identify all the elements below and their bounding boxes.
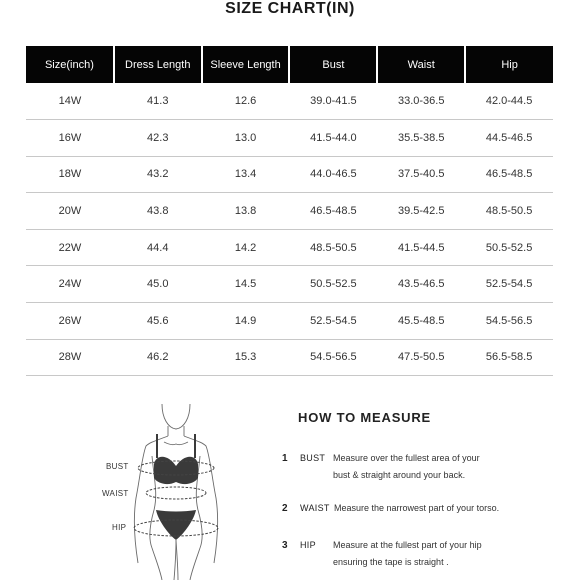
cell-dress-length: 41.3 [114, 83, 202, 120]
table-header-row [26, 46, 553, 83]
step-3-text-line1: Measure at the fullest part of your hip [333, 540, 482, 550]
step-1-text-line2: bust & straight around your back. [333, 470, 466, 480]
cell-hip: 52.5-54.5 [465, 266, 553, 303]
cell-hip: 46.5-48.5 [465, 156, 553, 193]
table-row [26, 83, 553, 120]
cell-dress-length: 42.3 [114, 120, 202, 157]
cell-size: 14W [26, 83, 114, 120]
step-2-number: 2 [282, 503, 288, 514]
step-1-number: 1 [282, 453, 288, 464]
table-row [26, 156, 553, 193]
table-row [26, 303, 553, 340]
table-row [26, 339, 553, 376]
cell-bust: 46.5-48.5 [289, 193, 377, 230]
step-1-text-line1: Measure over the fullest area of your [333, 453, 480, 463]
step-1-label: BUST [300, 453, 326, 463]
cell-hip: 44.5-46.5 [465, 120, 553, 157]
header-bust: Bust [289, 46, 377, 83]
step-2-text-line1: Measure the narrowest part of your torso. [334, 503, 500, 513]
cell-waist: 43.5-46.5 [377, 266, 465, 303]
cell-sleeve-length: 12.6 [202, 83, 290, 120]
cell-bust: 39.0-41.5 [289, 83, 377, 120]
header-sleeve-length: Sleeve Length [202, 46, 290, 83]
figure-label-bust: BUST [106, 462, 129, 471]
cell-sleeve-length: 14.9 [202, 303, 290, 340]
cell-dress-length: 44.4 [114, 229, 202, 266]
cell-bust: 44.0-46.5 [289, 156, 377, 193]
figure-label-waist: WAIST [102, 489, 129, 498]
step-3-number: 3 [282, 540, 288, 551]
cell-waist: 35.5-38.5 [377, 120, 465, 157]
cell-size: 28W [26, 339, 114, 376]
cell-hip: 42.0-44.5 [465, 83, 553, 120]
step-3-label: HIP [300, 540, 316, 550]
cell-sleeve-length: 14.2 [202, 229, 290, 266]
body-measure-figure [98, 398, 258, 580]
table-row [26, 266, 553, 303]
step-2-label: WAIST [300, 503, 330, 513]
cell-hip: 50.5-52.5 [465, 229, 553, 266]
cell-hip: 56.5-58.5 [465, 339, 553, 376]
header-hip: Hip [465, 46, 553, 83]
cell-waist: 45.5-48.5 [377, 303, 465, 340]
cell-size: 18W [26, 156, 114, 193]
cell-waist: 41.5-44.5 [377, 229, 465, 266]
cell-bust: 52.5-54.5 [289, 303, 377, 340]
cell-bust: 41.5-44.0 [289, 120, 377, 157]
cell-size: 20W [26, 193, 114, 230]
cell-sleeve-length: 13.0 [202, 120, 290, 157]
cell-dress-length: 43.8 [114, 193, 202, 230]
cell-dress-length: 43.2 [114, 156, 202, 193]
cell-bust: 48.5-50.5 [289, 229, 377, 266]
cell-sleeve-length: 13.4 [202, 156, 290, 193]
cell-waist: 39.5-42.5 [377, 193, 465, 230]
table-body [26, 83, 553, 376]
cell-waist: 37.5-40.5 [377, 156, 465, 193]
table-row [26, 120, 553, 157]
cell-bust: 54.5-56.5 [289, 339, 377, 376]
cell-dress-length: 46.2 [114, 339, 202, 376]
table-row [26, 229, 553, 266]
table-row [26, 193, 553, 230]
how-to-measure-title: HOW TO MEASURE [298, 410, 432, 425]
cell-size: 26W [26, 303, 114, 340]
cell-size: 22W [26, 229, 114, 266]
cell-size: 16W [26, 120, 114, 157]
cell-waist: 47.5-50.5 [377, 339, 465, 376]
cell-bust: 50.5-52.5 [289, 266, 377, 303]
figure-label-hip: HIP [112, 523, 127, 532]
step-3-text-line2: ensuring the tape is straight . [333, 557, 449, 567]
cell-sleeve-length: 14.5 [202, 266, 290, 303]
header-dress-length: Dress Length [114, 46, 202, 83]
cell-hip: 48.5-50.5 [465, 193, 553, 230]
cell-dress-length: 45.6 [114, 303, 202, 340]
cell-dress-length: 45.0 [114, 266, 202, 303]
cell-sleeve-length: 15.3 [202, 339, 290, 376]
cell-size: 24W [26, 266, 114, 303]
cell-waist: 33.0-36.5 [377, 83, 465, 120]
page-title: SIZE CHART(IN) [225, 0, 355, 17]
cell-sleeve-length: 13.8 [202, 193, 290, 230]
size-chart-table [26, 46, 553, 376]
header-size: Size(inch) [26, 46, 114, 83]
cell-hip: 54.5-56.5 [465, 303, 553, 340]
header-waist: Waist [377, 46, 465, 83]
